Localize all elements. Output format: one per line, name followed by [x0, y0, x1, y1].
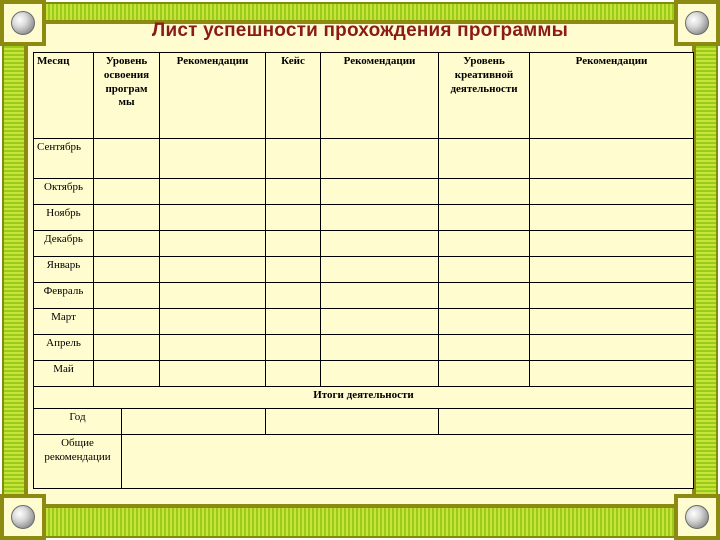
table-row: [34, 309, 694, 335]
table-cell[interactable]: [94, 231, 160, 257]
table-cell[interactable]: [94, 335, 160, 361]
month-cell: Февраль: [34, 283, 94, 309]
table-cell[interactable]: [94, 361, 160, 387]
table-cell[interactable]: [160, 205, 266, 231]
table-cell[interactable]: [439, 309, 530, 335]
table-cell[interactable]: [266, 361, 321, 387]
table-cell[interactable]: [439, 361, 530, 387]
general-recommendations-cell[interactable]: [122, 435, 694, 489]
table-cell[interactable]: [160, 139, 266, 179]
circle-knob-icon: [11, 505, 35, 529]
table-row: [34, 361, 694, 387]
table-header-row: [34, 53, 694, 139]
table-cell[interactable]: [266, 179, 321, 205]
month-cell: Май: [34, 361, 94, 387]
table-cell[interactable]: [439, 335, 530, 361]
table-row: [34, 283, 694, 309]
general-recommendations-label: Общие рекомендации: [34, 435, 122, 489]
table-cell[interactable]: [530, 179, 694, 205]
header-level: Уровень освоения програм мы: [94, 53, 160, 139]
table-cell[interactable]: [530, 257, 694, 283]
table-cell[interactable]: [266, 139, 321, 179]
table-cell[interactable]: [160, 257, 266, 283]
table-cell[interactable]: [321, 335, 439, 361]
table-cell[interactable]: [160, 335, 266, 361]
table-cell[interactable]: [266, 231, 321, 257]
table-cell[interactable]: [321, 309, 439, 335]
table-cell[interactable]: [439, 205, 530, 231]
table-cell[interactable]: [94, 283, 160, 309]
progress-table: [33, 52, 694, 489]
page-title: Лист успешности прохождения программы: [151, 20, 569, 41]
table-cell[interactable]: [321, 205, 439, 231]
year-label: Год: [34, 409, 122, 435]
table-cell[interactable]: [266, 283, 321, 309]
table-row: [34, 205, 694, 231]
table-cell[interactable]: [160, 361, 266, 387]
month-cell: Апрель: [34, 335, 94, 361]
table-cell[interactable]: [321, 139, 439, 179]
header-recommendations-2: Рекомендации: [321, 53, 439, 139]
table-cell[interactable]: [439, 257, 530, 283]
circle-knob-icon: [685, 505, 709, 529]
table-cell[interactable]: [122, 409, 266, 435]
table-cell[interactable]: [94, 139, 160, 179]
month-cell: Октябрь: [34, 179, 94, 205]
table-cell[interactable]: [530, 139, 694, 179]
table-cell[interactable]: [321, 257, 439, 283]
table-row: [34, 179, 694, 205]
header-creative-level: Уровень креативной деятельности: [439, 53, 530, 139]
header-month: Месяц: [34, 53, 94, 139]
table-row: [34, 139, 694, 179]
table-cell[interactable]: [439, 231, 530, 257]
table-cell[interactable]: [266, 257, 321, 283]
table-cell[interactable]: [439, 283, 530, 309]
table-cell[interactable]: [94, 309, 160, 335]
summary-header: Итоги деятельности: [34, 387, 694, 409]
month-cell: Декабрь: [34, 231, 94, 257]
year-row: [34, 409, 694, 435]
table-cell[interactable]: [160, 179, 266, 205]
table-cell[interactable]: [530, 231, 694, 257]
table-cell[interactable]: [530, 283, 694, 309]
table-cell[interactable]: [266, 309, 321, 335]
header-recommendations-3: Рекомендации: [530, 53, 694, 139]
table-cell[interactable]: [266, 409, 439, 435]
table-row: [34, 231, 694, 257]
table-cell[interactable]: [321, 361, 439, 387]
table-cell[interactable]: [439, 139, 530, 179]
table-cell[interactable]: [266, 205, 321, 231]
table-cell[interactable]: [94, 179, 160, 205]
table-cell[interactable]: [439, 409, 694, 435]
table-cell[interactable]: [530, 335, 694, 361]
table-cell[interactable]: [94, 205, 160, 231]
month-cell: Март: [34, 309, 94, 335]
table-row: [34, 335, 694, 361]
header-case: Кейс: [266, 53, 321, 139]
table-cell[interactable]: [160, 283, 266, 309]
table-cell[interactable]: [321, 179, 439, 205]
header-recommendations-1: Рекомендации: [160, 53, 266, 139]
table-cell[interactable]: [160, 231, 266, 257]
table-cell[interactable]: [530, 205, 694, 231]
table-cell[interactable]: [94, 257, 160, 283]
table-cell[interactable]: [160, 309, 266, 335]
corner-bottom-right: [674, 494, 720, 540]
month-cell: Сентябрь: [34, 139, 94, 179]
corner-bottom-left: [0, 494, 46, 540]
table-cell[interactable]: [321, 231, 439, 257]
table-cell[interactable]: [530, 361, 694, 387]
table-cell[interactable]: [266, 335, 321, 361]
month-cell: Ноябрь: [34, 205, 94, 231]
table-cell[interactable]: [439, 179, 530, 205]
bottom-border-stripe: [0, 504, 720, 538]
summary-header-row: [34, 387, 694, 409]
table-row: [34, 257, 694, 283]
month-cell: Январь: [34, 257, 94, 283]
table-cell[interactable]: [530, 309, 694, 335]
table-cell[interactable]: [321, 283, 439, 309]
general-recommendations-row: [34, 435, 694, 489]
